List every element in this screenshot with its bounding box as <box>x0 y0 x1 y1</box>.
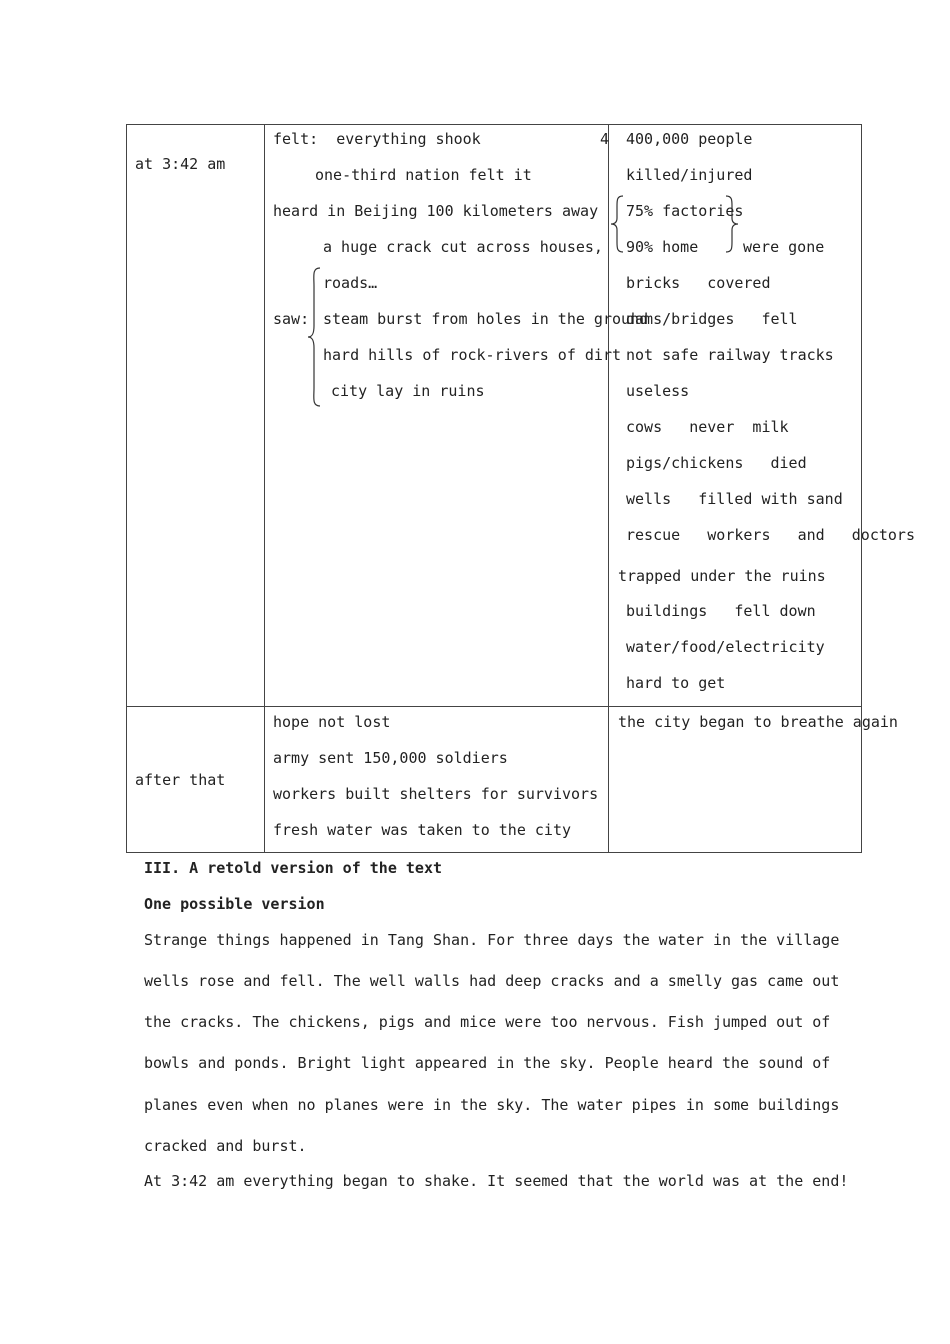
right-brace-icon <box>724 194 740 254</box>
table-border-left <box>126 124 127 853</box>
crack-text: a huge crack cut across houses, <box>323 238 603 256</box>
trapped-text: trapped under the ruins <box>618 567 826 585</box>
after-line-4: fresh water was taken to the city <box>273 821 572 839</box>
time-cell-3-42: at 3:42 am <box>135 155 226 173</box>
nation-text: one-third nation felt it <box>315 166 532 184</box>
last-line: At 3:42 am everything began to shake. It seemed that the world was at the end! <box>144 1172 849 1190</box>
hard-text: hard to get <box>626 674 726 692</box>
paragraph-line-4: bowls and ponds. Bright light appeared in the sky. People heard the sound of <box>144 1054 831 1072</box>
hills-text: hard hills of rock-rivers of dirt <box>323 346 622 364</box>
table-border-bottom <box>126 852 862 853</box>
breathe-text: the city began to breathe again <box>618 713 898 731</box>
roads-text: roads… <box>323 274 378 292</box>
felt-text: felt: everything shook <box>273 130 481 148</box>
railway-text: not safe railway tracks <box>626 346 834 364</box>
people-text: 400,000 people <box>626 130 753 148</box>
wells-text: wells filled with sand <box>626 490 843 508</box>
after-line-1: hope not lost <box>273 713 391 731</box>
factories-text: 75% factories <box>626 202 744 220</box>
useless-text: useless <box>626 382 690 400</box>
buildings-text: buildings fell down <box>626 602 816 620</box>
home-text: 90% home <box>626 238 699 256</box>
water-text: water/food/electricity <box>626 638 825 656</box>
cows-text: cows never milk <box>626 418 789 436</box>
rescue-text: rescue workers and doctors <box>626 526 915 544</box>
saw-label: saw: <box>273 310 310 328</box>
ruins-text: city lay in ruins <box>331 382 485 400</box>
saw-brace-icon <box>306 266 322 408</box>
pigs-text: pigs/chickens died <box>626 454 807 472</box>
paragraph-line-1: Strange things happened in Tang Shan. For three days the water in the village <box>144 931 840 949</box>
section-heading: III. A retold version of the text <box>144 859 443 877</box>
subheading: One possible version <box>144 895 325 913</box>
paragraph-line-3: the cracks. The chickens, pigs and mice were too nervous. Fish jumped out of <box>144 1013 831 1031</box>
after-line-2: army sent 150,000 soldiers <box>273 749 508 767</box>
table-border-top <box>126 124 862 125</box>
after-line-3: workers built shelters for survivors <box>273 785 599 803</box>
steam-text: steam burst from holes in the ground <box>323 310 649 328</box>
bricks-text: bricks covered <box>626 274 771 292</box>
gone-text: were gone <box>743 238 825 256</box>
table-col-divider-1 <box>264 124 265 853</box>
paragraph-line-6: cracked and burst. <box>144 1137 307 1155</box>
heard-text: heard in Beijing 100 kilometers away <box>273 202 599 220</box>
left-brace-icon <box>609 194 625 254</box>
paragraph-line-5: planes even when no planes were in the sky. The water pipes in some buildings <box>144 1096 840 1114</box>
table-row-divider <box>126 706 862 707</box>
table-border-right <box>861 124 862 853</box>
dams-text: dams/bridges fell <box>626 310 798 328</box>
stray-mark: 4 <box>600 130 610 148</box>
time-cell-after: after that <box>135 771 226 789</box>
killed-text: killed/injured <box>626 166 753 184</box>
paragraph-line-2: wells rose and fell. The well walls had deep cracks and a smelly gas came out <box>144 972 840 990</box>
